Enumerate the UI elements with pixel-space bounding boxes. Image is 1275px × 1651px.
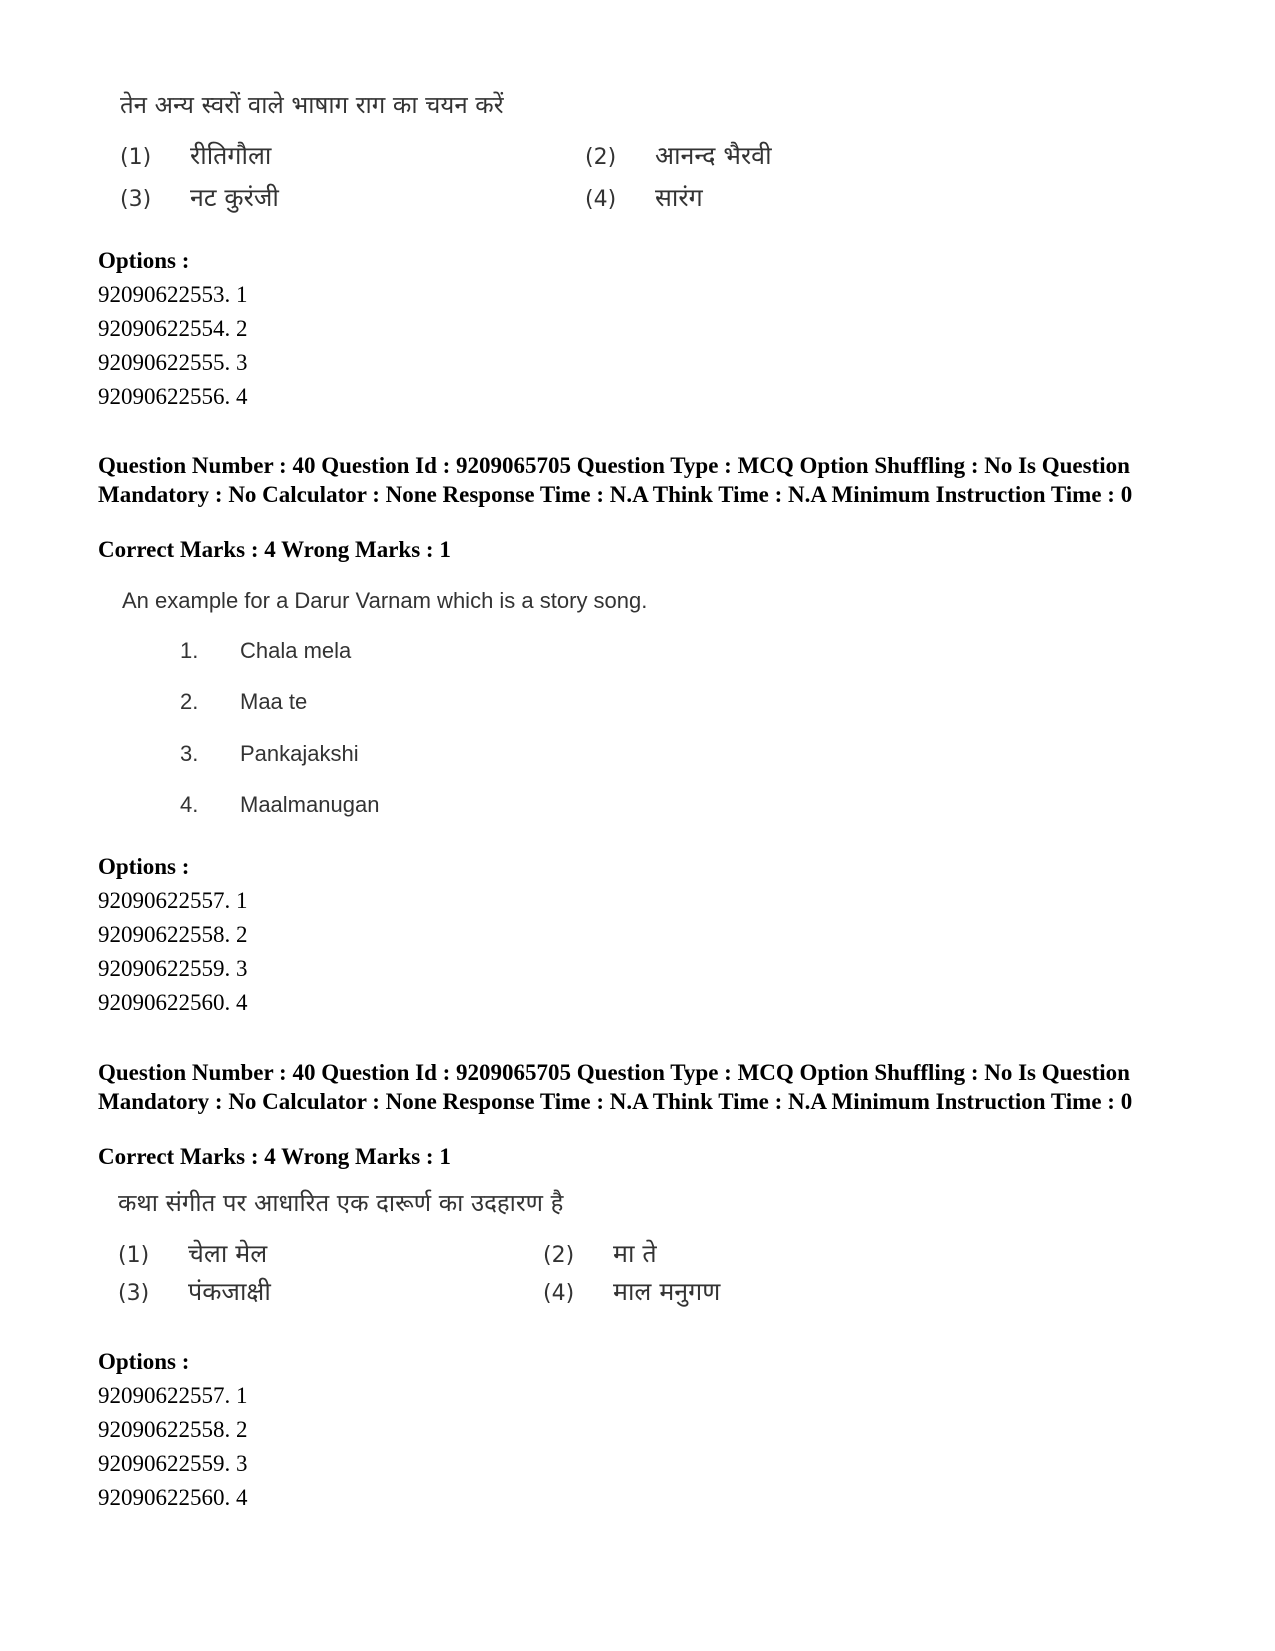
choice-text: मा ते bbox=[613, 1239, 657, 1268]
question-meta: Question Number : 40 Question Id : 9209065705 Question Type : MCQ Option Shuffling : No Is Question Mandatory : No Calculator : None Response Time : N.A Think Time : N.A Minimum Instruction Time : 0 bbox=[98, 1060, 1133, 1114]
choice-text: आनन्द भैरवी bbox=[655, 141, 772, 170]
choice-item bbox=[120, 138, 271, 172]
choice-text: Chala mela bbox=[240, 638, 352, 663]
question-stem: तेन अन्य स्वरों वाले भाषाग राग का चयन करें bbox=[120, 91, 504, 119]
option-id: 92090622559. 3 bbox=[98, 1451, 248, 1476]
choice-item bbox=[585, 180, 703, 214]
choice-text: चेला मेल bbox=[188, 1239, 268, 1268]
marks-line: Correct Marks : 4 Wrong Marks : 1 bbox=[98, 1144, 451, 1169]
question-meta: Question Number : 40 Question Id : 9209065705 Question Type : MCQ Option Shuffling : No Is Question Mandatory : No Calculator : None Response Time : N.A Think Time : N.A Minimum Instruction Time : 0 bbox=[98, 453, 1133, 507]
question-image-english bbox=[122, 588, 647, 614]
choice-item bbox=[180, 741, 359, 767]
option-id: 92090622555. 3 bbox=[98, 350, 248, 375]
choice-number: (2) bbox=[585, 145, 617, 170]
question-image-hindi-1 bbox=[120, 88, 504, 121]
options-list bbox=[98, 1345, 248, 1515]
choice-item bbox=[120, 180, 279, 214]
choice-item bbox=[543, 1274, 720, 1308]
option-id: 92090622560. 4 bbox=[98, 1485, 248, 1510]
choice-number: 1. bbox=[180, 638, 199, 663]
option-id: 92090622558. 2 bbox=[98, 922, 248, 947]
choice-item bbox=[180, 689, 307, 715]
choice-number: (4) bbox=[543, 1281, 575, 1306]
option-id: 92090622553. 1 bbox=[98, 282, 248, 307]
choice-number: (3) bbox=[120, 187, 152, 212]
choice-text: Maa te bbox=[240, 689, 308, 714]
option-id: 92090622557. 1 bbox=[98, 888, 248, 913]
choice-text: Pankajakshi bbox=[240, 741, 359, 766]
question-stem: An example for a Darur Varnam which is a story song. bbox=[122, 588, 648, 613]
choice-number: 2. bbox=[180, 689, 199, 714]
choice-text: Maalmanugan bbox=[240, 792, 380, 817]
choice-number: 3. bbox=[180, 741, 199, 766]
choice-item bbox=[180, 792, 379, 818]
choice-number: (1) bbox=[120, 145, 152, 170]
choice-text: रीतिगौला bbox=[190, 141, 272, 170]
choice-item bbox=[180, 638, 351, 664]
choice-number: (3) bbox=[118, 1281, 150, 1306]
choice-text: पंकजाक्षी bbox=[188, 1277, 271, 1306]
choice-number: (4) bbox=[585, 187, 617, 212]
marks-line: Correct Marks : 4 Wrong Marks : 1 bbox=[98, 537, 451, 562]
question-stem: कथा संगीत पर आधारित एक दारूर्ण का उदहारण है bbox=[118, 1189, 564, 1217]
option-id: 92090622556. 4 bbox=[98, 384, 248, 409]
choice-text: नट कुरंजी bbox=[190, 183, 279, 212]
choice-text: सारंग bbox=[655, 183, 703, 212]
option-id: 92090622559. 3 bbox=[98, 956, 248, 981]
option-id: 92090622558. 2 bbox=[98, 1417, 248, 1442]
choice-item bbox=[118, 1274, 271, 1308]
options-list bbox=[98, 244, 248, 414]
choice-item bbox=[543, 1236, 657, 1270]
choice-item bbox=[585, 138, 772, 172]
option-id: 92090622557. 1 bbox=[98, 1383, 248, 1408]
choice-number: (1) bbox=[118, 1243, 150, 1268]
choice-item bbox=[118, 1236, 267, 1270]
choice-text: माल मनुगण bbox=[613, 1277, 721, 1306]
choice-number: (2) bbox=[543, 1243, 575, 1268]
option-id: 92090622560. 4 bbox=[98, 990, 248, 1015]
option-id: 92090622554. 2 bbox=[98, 316, 248, 341]
options-title: Options : bbox=[98, 854, 190, 879]
choice-number: 4. bbox=[180, 792, 199, 817]
question-image-hindi-2 bbox=[118, 1186, 563, 1219]
options-title: Options : bbox=[98, 248, 190, 273]
options-list bbox=[98, 850, 248, 1020]
options-title: Options : bbox=[98, 1349, 190, 1374]
